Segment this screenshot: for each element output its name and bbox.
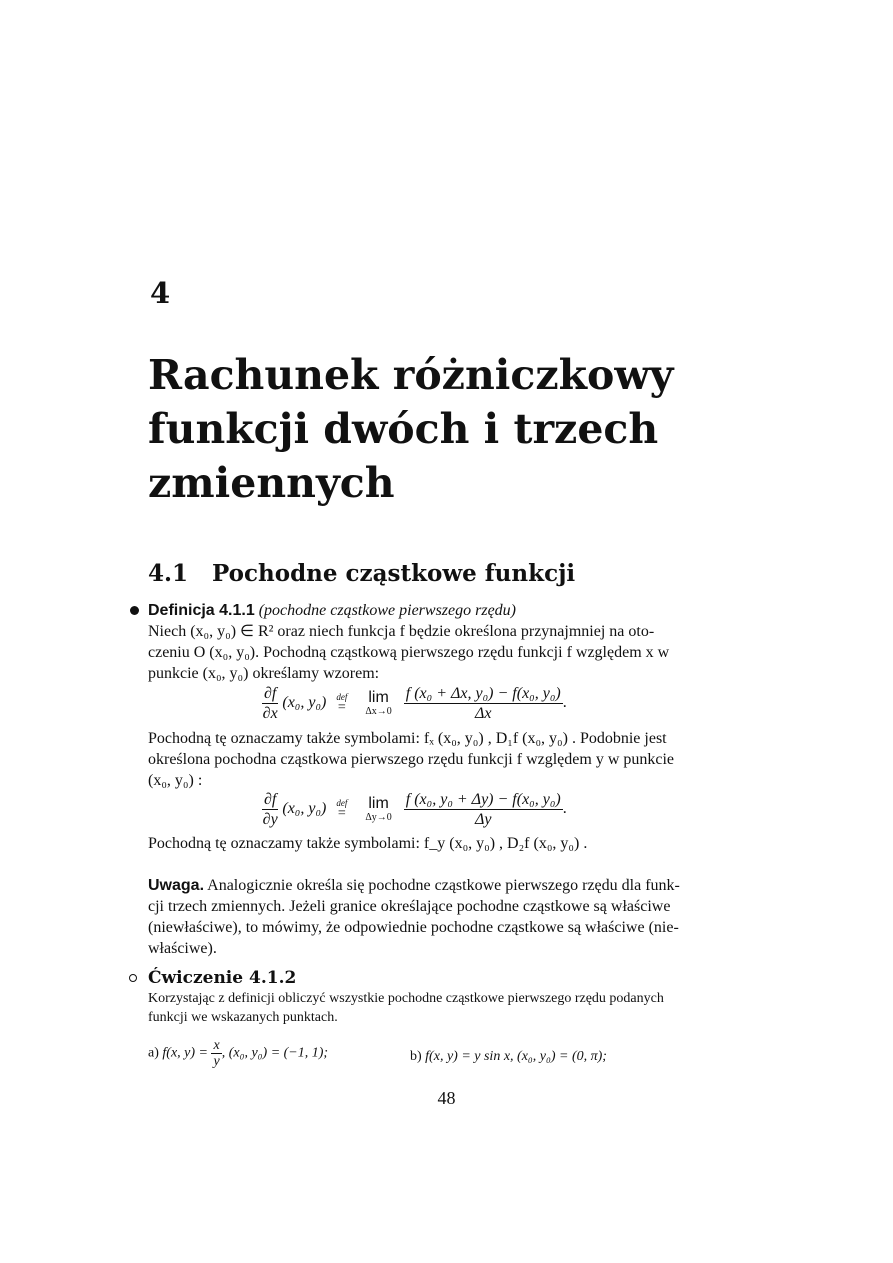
rhs-fraction (404, 684, 563, 723)
remark-line: cji trzech zmiennych. Jeżeli granice określające pochodne cząstkowe są właściwe (148, 898, 671, 915)
definition-line: określona pochodna cząstkowa pierwszego rzędu funkcji f względem y w punkcie (148, 751, 675, 768)
lhs-denominator: ∂y (262, 811, 278, 828)
exercise-heading: Ćwiczenie 4.1.2 (148, 968, 297, 988)
formula-end: . (562, 800, 567, 818)
formula-partial-y (262, 790, 567, 829)
definition-line: (x₀, y₀) : (148, 772, 203, 789)
item-numerator: x (213, 1038, 220, 1053)
item-label: b) (410, 1049, 422, 1064)
lim-subscript: Δy→0 (365, 811, 392, 823)
chapter-title (148, 348, 708, 510)
point: (x₀, y₀) (282, 694, 327, 712)
definition-line: Pochodną tę oznaczamy także symbolami: fₓ (x₀, y₀) , D₁f (x₀, y₀) . Podobnie jest (148, 730, 667, 747)
rhs-numerator: f (x₀ + Δx, y₀) − f(x₀, y₀) (405, 685, 561, 702)
equals-sign: = (337, 699, 346, 715)
limit (365, 690, 391, 718)
item-fraction (211, 1038, 221, 1069)
item-label: a) (148, 1045, 159, 1061)
def-label: def (336, 797, 348, 808)
lhs-fraction (262, 790, 278, 829)
chapter-title-line: funkcji dwóch i trzech (148, 405, 659, 453)
section-heading (148, 560, 575, 587)
item-rest: , (x₀, y₀) = (−1, 1); (221, 1045, 329, 1061)
rhs-denominator: Δx (475, 705, 492, 722)
bullet-icon (130, 606, 139, 615)
remark-text: Analogicznie określa się pochodne cząstkowe pierwszego rzędu dla funk- (207, 877, 680, 894)
definition-line: czeniu O (x₀, y₀). Pochodną cząstkową pierwszego rzędu funkcji f względem x w (148, 644, 670, 661)
section-number: 4.1 (148, 560, 189, 587)
circle-bullet-icon (129, 974, 137, 982)
definition-closing-line (148, 833, 748, 854)
remark-line: właściwe). (148, 940, 217, 957)
page-number: 48 (437, 1088, 456, 1108)
rhs-fraction (404, 790, 563, 829)
def-equals (336, 799, 347, 821)
chapter-number: 4 (150, 276, 171, 310)
def-equals (336, 693, 347, 715)
equals-sign: = (337, 805, 346, 821)
exercise-line: Korzystając z definicji obliczyć wszystkie pochodne cząstkowe pierwszego rzędu podanych (148, 991, 664, 1006)
definition-label: Definicja 4.1.1 (148, 602, 255, 619)
item-denominator: y (213, 1054, 220, 1069)
lim-subscript: Δx→0 (365, 705, 392, 717)
formula-partial-x (262, 684, 567, 723)
exercise-line: funkcji we wskazanych punktach. (148, 1010, 338, 1025)
lhs-denominator: ∂x (262, 705, 278, 722)
definition-line: punkcie (x₀, y₀) określamy wzorem: (148, 665, 380, 682)
lim-label: lim (368, 794, 389, 812)
def-label: def (336, 691, 348, 702)
item-text: f(x, y) = y sin x, (x₀, y₀) = (0, π); (425, 1049, 607, 1064)
item-lhs: f(x, y) = (162, 1045, 208, 1061)
definition-block (148, 600, 748, 684)
point: (x₀, y₀) (282, 800, 327, 818)
chapter-title-line: zmiennych (148, 459, 395, 507)
remark-block (148, 875, 748, 959)
definition-heading (148, 600, 748, 621)
exercise-block (148, 968, 748, 1027)
definition-continuation (148, 728, 748, 791)
remark-label: Uwaga. (148, 877, 205, 894)
rhs-denominator: Δy (475, 811, 492, 828)
section-title: Pochodne cząstkowe funkcji (212, 560, 576, 587)
lim-label: lim (368, 688, 389, 706)
exercise-item-b (410, 1047, 607, 1066)
lhs-fraction (262, 684, 278, 723)
lhs-numerator: ∂f (264, 791, 277, 808)
remark-line: (niewłaściwe), to mówimy, że odpowiednie pochodne cząstkowe są właściwe (nie- (148, 919, 679, 936)
remark-line (148, 875, 748, 896)
rhs-numerator: f (x₀, y₀ + Δy) − f(x₀, y₀) (405, 791, 561, 808)
chapter-title-line: Rachunek różniczkowy (148, 351, 674, 399)
definition-line: Niech (x₀, y₀) ∈ R² oraz niech funkcja f będzie określona przynajmniej na oto- (148, 623, 655, 640)
limit (365, 796, 391, 824)
formula-end: . (562, 694, 567, 712)
definition-line: Pochodną tę oznaczamy także symbolami: f_y (x₀, y₀) , D₂f (x₀, y₀) . (148, 835, 588, 852)
definition-subtitle: (pochodne cząstkowe pierwszego rzędu) (258, 602, 517, 619)
exercise-item-a (148, 1038, 328, 1069)
lhs-numerator: ∂f (264, 685, 277, 702)
